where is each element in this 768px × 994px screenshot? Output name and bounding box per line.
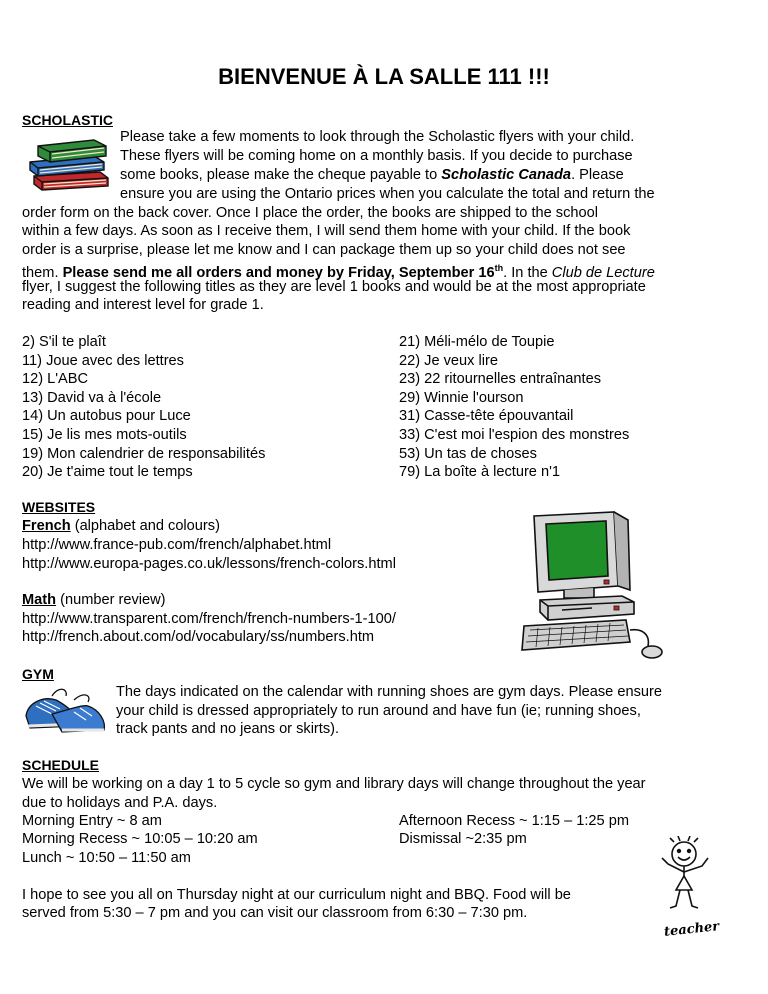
list-item: 13) David va à l'école [22, 389, 162, 406]
scholastic-line-4: ensure you are using the Ontario prices when you calculate the total and return the [120, 186, 655, 202]
schedule-heading: SCHEDULE [22, 757, 100, 773]
list-item: 22) Je veux lire [399, 352, 498, 369]
schedule-intro-1: We will be working on a day 1 to 5 cycle so gym and library days will change throughout the year [22, 776, 646, 792]
teacher-caption: teacher [663, 919, 720, 940]
math-link-2[interactable]: http://french.about.com/od/vocabulary/ss/numbers.htm [22, 629, 375, 645]
list-item: 33) C'est moi l'espion des monstres [399, 426, 630, 443]
page-title: BIENVENUE À LA SALLE 111 !!! [218, 64, 550, 89]
book-list-right [399, 333, 629, 482]
line8-start: them. [22, 264, 63, 281]
math-link-1[interactable]: http://www.transparent.com/french/french-numbers-1-100/ [22, 611, 396, 627]
scholastic-line-7: order is a surprise, please let me know and I can package them up so your child does not see [22, 242, 626, 258]
french-label: French [22, 518, 71, 534]
line8-mid: . In the [503, 264, 552, 281]
list-item: 12) L'ABC [22, 371, 89, 388]
time-dismissal: Dismissal ~2:35 pm [399, 831, 527, 847]
closing-line-1: I hope to see you all on Thursday night at our curriculum night and BBQ. Food will be [22, 887, 571, 903]
list-item: 2) S'il te plaît [22, 334, 106, 350]
list-item: 23) 22 ritournelles entraînantes [399, 371, 602, 388]
list-item: 31) Casse-tête épouvantail [399, 408, 574, 425]
websites-heading: WEBSITES [22, 499, 96, 515]
scholastic-line-2: These flyers will be coming home on a monthly basis. If you decide to purchase [120, 148, 633, 164]
list-item: 21) Méli-mélo de Toupie [399, 334, 555, 350]
schedule-intro-2: due to holidays and P.A. days. [22, 795, 218, 811]
books-illustration [24, 132, 116, 194]
club-de-lecture: Club de Lecture [551, 264, 655, 281]
gym-line-1: The days indicated on the calendar with running shoes are gym days. Please ensure [116, 684, 662, 700]
list-item: 19) Mon calendrier de responsabilités [22, 445, 266, 462]
list-item: 53) Un tas de choses [399, 445, 537, 462]
list-item: 15) Je lis mes mots-outils [22, 426, 187, 443]
time-afternoon-recess: Afternoon Recess ~ 1:15 – 1:25 pm [399, 813, 629, 829]
teacher-illustration [648, 836, 720, 928]
list-item: 20) Je t'aime tout le temps [22, 464, 193, 481]
gym-heading: GYM [22, 666, 54, 682]
french-note: (alphabet and colours) [70, 518, 220, 534]
running-shoes-illustration [22, 686, 108, 736]
scholastic-line-6: within a few days. As soon as I receive them, I will send them home with your child. If the book [22, 223, 631, 239]
list-item: 11) Joue avec des lettres [22, 352, 184, 369]
math-label: Math [22, 592, 57, 608]
time-morning-entry: Morning Entry ~ 8 am [22, 813, 162, 829]
gym-line-2: your child is dressed appropriately to run around and have fun (ie; running shoes, [116, 703, 641, 719]
scholastic-line-10: reading and interest level for grade 1. [22, 297, 264, 313]
scholastic-line-9: flyer, I suggest the following titles as they are level 1 books and would be at the most appropriate [22, 279, 646, 295]
list-item: 14) Un autobus pour Luce [22, 408, 191, 425]
book-list-left [22, 333, 265, 482]
payable-to: Scholastic Canada [441, 167, 572, 183]
french-link-1[interactable]: http://www.france-pub.com/french/alphabet.html [22, 537, 332, 553]
time-morning-recess: Morning Recess ~ 10:05 – 10:20 am [22, 831, 258, 847]
payable-prefix: some books, please make the cheque payable to [120, 167, 442, 183]
scholastic-line-3 [120, 166, 624, 185]
scholastic-line-5: order form on the back cover. Once I place the order, the books are shipped to the school [22, 205, 598, 221]
french-row [22, 517, 220, 536]
deadline-sup: th [494, 263, 504, 273]
deadline-text: Please send me all orders and money by Friday, September 16 [62, 264, 495, 281]
french-link-2[interactable]: http://www.europa-pages.co.uk/lessons/french-colors.html [22, 556, 396, 572]
math-note: (number review) [56, 592, 166, 608]
payable-suffix: . Please [571, 167, 624, 183]
list-item: 29) Winnie l'ourson [399, 389, 524, 406]
computer-illustration [518, 510, 668, 666]
closing-line-2: served from 5:30 – 7 pm and you can visit our classroom from 6:30 – 7:30 pm. [22, 905, 528, 921]
scholastic-line-1: Please take a few moments to look through the Scholastic flyers with your child. [120, 129, 635, 145]
math-row [22, 591, 166, 610]
list-item: 79) La boîte à lecture n'1 [399, 464, 560, 481]
scholastic-heading: SCHOLASTIC [22, 112, 113, 128]
gym-line-3: track pants and no jeans or skirts). [116, 721, 340, 737]
time-lunch: Lunch ~ 10:50 – 11:50 am [22, 850, 191, 866]
